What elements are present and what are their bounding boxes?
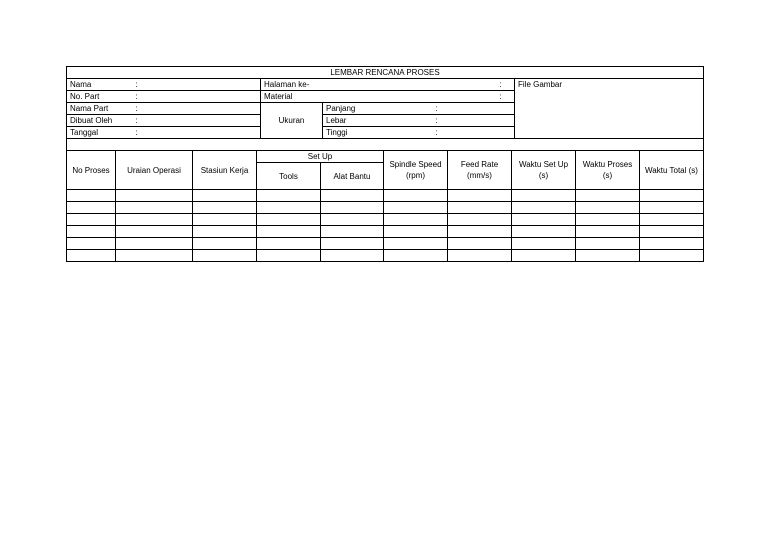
header-stasiun-kerja: Stasiun Kerja	[193, 151, 257, 190]
table-cell[interactable]	[512, 226, 576, 238]
value-tinggi[interactable]: :	[387, 127, 515, 139]
table-cell[interactable]	[384, 202, 448, 214]
table-cell[interactable]	[576, 190, 640, 202]
process-table-body	[67, 190, 704, 262]
info-table	[66, 66, 704, 151]
label-file-gambar: File Gambar	[518, 80, 563, 89]
process-table	[66, 150, 704, 262]
table-cell[interactable]	[116, 202, 193, 214]
table-cell[interactable]	[257, 214, 321, 226]
table-cell[interactable]	[576, 250, 640, 262]
table-row	[67, 190, 704, 202]
table-cell[interactable]	[512, 250, 576, 262]
table-cell[interactable]	[448, 202, 512, 214]
label-panjang: Panjang	[323, 103, 387, 115]
table-cell[interactable]	[257, 202, 321, 214]
header-alat-bantu: Alat Bantu	[321, 163, 384, 190]
label-nama: Nama	[67, 79, 133, 91]
table-cell[interactable]	[321, 226, 384, 238]
table-row	[67, 238, 704, 250]
table-cell[interactable]	[576, 238, 640, 250]
table-cell[interactable]	[321, 214, 384, 226]
value-nama-part[interactable]: :	[133, 103, 261, 115]
value-tanggal[interactable]: :	[133, 127, 261, 139]
header-uraian-operasi: Uraian Operasi	[116, 151, 193, 190]
table-cell[interactable]	[512, 214, 576, 226]
label-material: Material	[261, 91, 387, 103]
table-cell[interactable]	[448, 250, 512, 262]
label-ukuran: Ukuran	[261, 103, 323, 139]
table-cell[interactable]	[576, 202, 640, 214]
table-cell[interactable]	[257, 190, 321, 202]
table-cell[interactable]	[67, 190, 116, 202]
value-no-part[interactable]: :	[133, 91, 261, 103]
table-cell[interactable]	[640, 202, 704, 214]
table-cell[interactable]	[116, 250, 193, 262]
table-cell[interactable]	[116, 226, 193, 238]
value-material[interactable]: :	[387, 91, 515, 103]
table-cell[interactable]	[67, 226, 116, 238]
label-lebar: Lebar	[323, 115, 387, 127]
header-spindle-speed: Spindle Speed (rpm)	[384, 151, 448, 190]
table-cell[interactable]	[576, 226, 640, 238]
table-cell[interactable]	[193, 250, 257, 262]
table-cell[interactable]	[257, 226, 321, 238]
table-cell[interactable]	[257, 250, 321, 262]
header-waktu-total: Waktu Total (s)	[640, 151, 704, 190]
table-cell[interactable]	[193, 190, 257, 202]
table-cell[interactable]	[448, 238, 512, 250]
table-cell[interactable]	[257, 238, 321, 250]
label-dibuat-oleh: Dibuat Oleh	[67, 115, 133, 127]
table-cell[interactable]	[448, 190, 512, 202]
header-waktu-proses: Waktu Proses (s)	[576, 151, 640, 190]
table-cell[interactable]	[640, 214, 704, 226]
table-cell[interactable]	[512, 190, 576, 202]
table-cell[interactable]	[67, 250, 116, 262]
table-cell[interactable]	[384, 226, 448, 238]
table-cell[interactable]	[67, 202, 116, 214]
table-cell[interactable]	[448, 214, 512, 226]
label-nama-part: Nama Part	[67, 103, 133, 115]
table-cell[interactable]	[116, 214, 193, 226]
header-feed-rate: Feed Rate (mm/s)	[448, 151, 512, 190]
table-cell[interactable]	[67, 238, 116, 250]
value-nama[interactable]: :	[133, 79, 261, 91]
label-no-part: No. Part	[67, 91, 133, 103]
table-cell[interactable]	[512, 238, 576, 250]
form-title: LEMBAR RENCANA PROSES	[67, 67, 704, 79]
table-cell[interactable]	[640, 238, 704, 250]
table-cell[interactable]	[193, 214, 257, 226]
table-cell[interactable]	[384, 250, 448, 262]
table-cell[interactable]	[321, 238, 384, 250]
table-cell[interactable]	[640, 226, 704, 238]
table-cell[interactable]	[384, 238, 448, 250]
table-row	[67, 226, 704, 238]
table-cell[interactable]	[384, 190, 448, 202]
value-dibuat-oleh[interactable]: :	[133, 115, 261, 127]
value-lebar[interactable]: :	[387, 115, 515, 127]
value-panjang[interactable]: :	[387, 103, 515, 115]
table-cell[interactable]	[321, 190, 384, 202]
table-cell[interactable]	[640, 190, 704, 202]
file-gambar-box[interactable]	[515, 79, 704, 139]
table-cell[interactable]	[384, 214, 448, 226]
header-no-proses: No Proses	[67, 151, 116, 190]
table-cell[interactable]	[193, 238, 257, 250]
header-set-up: Set Up	[257, 151, 384, 163]
table-cell[interactable]	[640, 250, 704, 262]
table-row	[67, 214, 704, 226]
table-cell[interactable]	[512, 202, 576, 214]
table-cell[interactable]	[116, 238, 193, 250]
label-tinggi: Tinggi	[323, 127, 387, 139]
process-plan-sheet	[66, 66, 703, 262]
table-cell[interactable]	[193, 202, 257, 214]
table-cell[interactable]	[321, 250, 384, 262]
table-cell[interactable]	[67, 214, 116, 226]
label-halaman: Halaman ke-	[261, 79, 387, 91]
value-halaman[interactable]: :	[387, 79, 515, 91]
label-tanggal: Tanggal	[67, 127, 133, 139]
table-row	[67, 250, 704, 262]
table-cell[interactable]	[448, 226, 512, 238]
table-cell[interactable]	[116, 190, 193, 202]
table-cell[interactable]	[321, 202, 384, 214]
header-tools: Tools	[257, 163, 321, 190]
header-waktu-set-up: Waktu Set Up (s)	[512, 151, 576, 190]
spacer-row	[67, 139, 704, 151]
table-row	[67, 202, 704, 214]
table-cell[interactable]	[193, 226, 257, 238]
table-cell[interactable]	[576, 214, 640, 226]
